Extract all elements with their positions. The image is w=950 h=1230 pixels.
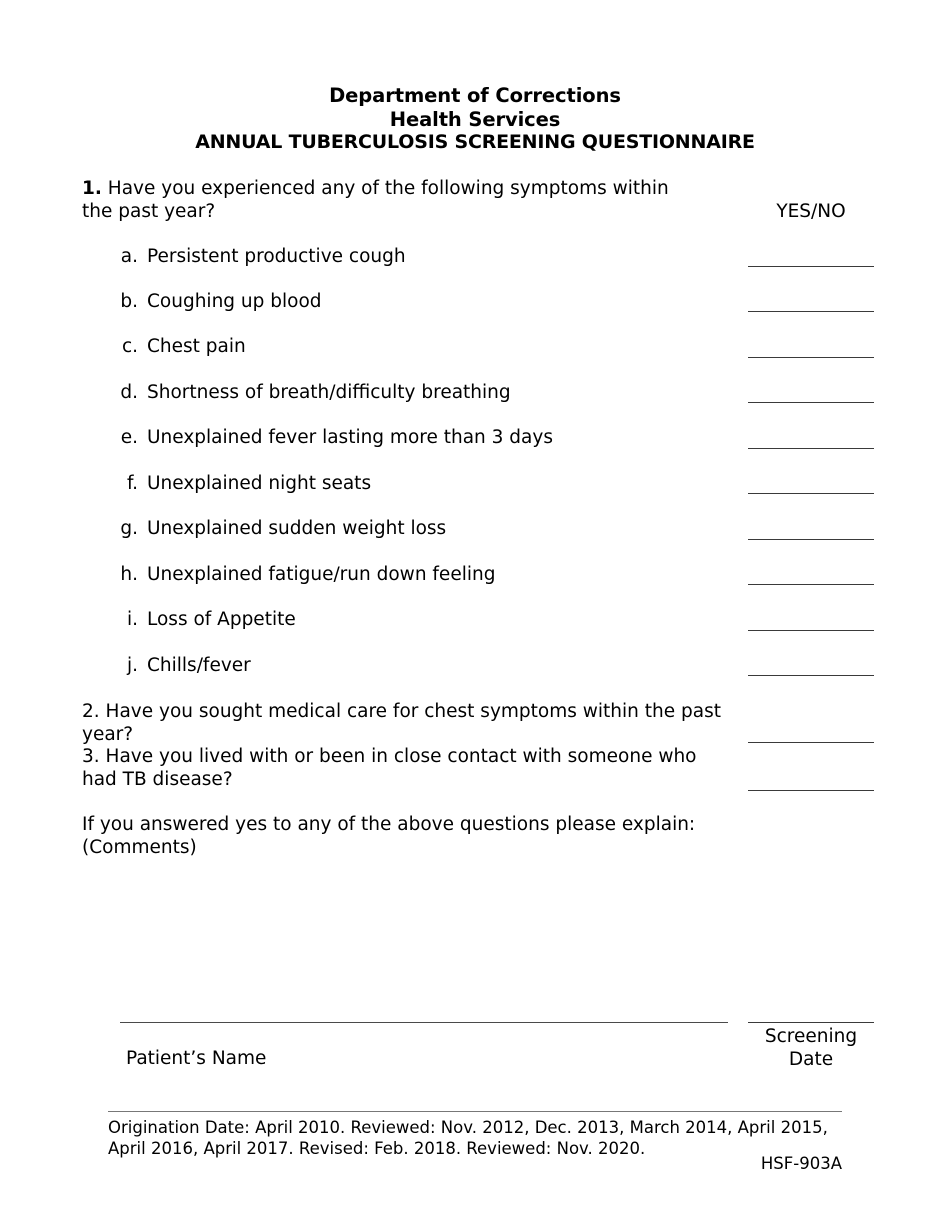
header-organization: Department of Corrections: [329, 84, 621, 107]
question-1-text: Have you experienced any of the following symptoms within the past year?: [82, 178, 669, 222]
list-item-marker: f.: [126, 473, 138, 494]
list-item: [110, 290, 322, 313]
list-item: [110, 654, 251, 677]
answer-line-i[interactable]: [748, 630, 874, 631]
list-item-label: Unexplained fatigue/run down feeling: [147, 564, 496, 585]
answer-line-question-3[interactable]: [748, 790, 874, 791]
list-item-label: Loss of Appetite: [147, 609, 296, 630]
question-1: [82, 177, 702, 223]
screening-date-label: Screening Date: [764, 1026, 858, 1070]
list-item-label: Coughing up blood: [147, 291, 322, 312]
answer-line-g[interactable]: [748, 539, 874, 540]
list-item-marker: e.: [120, 427, 138, 448]
list-item-label: Unexplained fever lasting more than 3 days: [147, 427, 553, 448]
list-item: [110, 472, 371, 495]
list-item: [110, 563, 495, 586]
list-item: [110, 608, 296, 631]
patient-name-label: Patient’s Name: [126, 1048, 267, 1069]
question-2: 2. Have you sought medical care for chest symptoms within the past year?: [82, 701, 721, 745]
answer-line-h[interactable]: [748, 584, 874, 585]
answer-line-j[interactable]: [748, 675, 874, 676]
list-item: [110, 245, 406, 268]
list-item: [110, 381, 511, 404]
answer-line-d[interactable]: [748, 402, 874, 403]
list-item-label: Persistent productive cough: [147, 246, 406, 267]
footer-divider: [108, 1111, 842, 1112]
footer-revision-text: Origination Date: April 2010. Reviewed: Nov. 2012, Dec. 2013, March 2014, April 2015, April 2016, April 2017. Revised: Feb. 2018. Reviewed: Nov. 2020.: [108, 1118, 828, 1158]
list-item-label: Chest pain: [147, 336, 246, 357]
answer-line-c[interactable]: [748, 357, 874, 358]
document-header: [0, 84, 950, 155]
list-item-marker: j.: [126, 655, 138, 676]
list-item: [110, 335, 246, 358]
answer-column-header: YES/NO: [776, 201, 846, 222]
form-number: HSF-903A: [760, 1154, 842, 1173]
list-item-label: Shortness of breath/difficulty breathing: [147, 382, 511, 403]
patient-name-rule[interactable]: [120, 1022, 728, 1023]
list-item-label: Unexplained sudden weight loss: [147, 518, 447, 539]
screening-date-rule[interactable]: [748, 1022, 874, 1023]
question-3: 3. Have you lived with or been in close contact with someone who had TB disease?: [82, 746, 697, 790]
question-1-number: 1.: [82, 178, 102, 199]
list-item-marker: b.: [120, 291, 138, 312]
list-item-marker: a.: [120, 246, 138, 267]
page-title: ANNUAL TUBERCULOSIS SCREENING QUESTIONNAIRE: [195, 131, 755, 153]
comments-prompt: If you answered yes to any of the above questions please explain: (Comments): [82, 814, 696, 858]
list-item-label: Unexplained night seats: [147, 473, 372, 494]
list-item-marker: g.: [120, 518, 138, 539]
list-item-marker: i.: [126, 609, 138, 630]
answer-line-b[interactable]: [748, 311, 874, 312]
list-item-label: Chills/fever: [147, 655, 251, 676]
answer-line-a[interactable]: [748, 266, 874, 267]
header-division: Health Services: [389, 107, 561, 131]
list-item: [110, 517, 446, 540]
list-item-marker: c.: [121, 336, 138, 357]
answer-line-e[interactable]: [748, 448, 874, 449]
answer-line-question-2[interactable]: [748, 742, 874, 743]
list-item-marker: h.: [120, 564, 138, 585]
list-item-marker: d.: [120, 382, 138, 403]
list-item: [110, 426, 553, 449]
answer-line-f[interactable]: [748, 493, 874, 494]
